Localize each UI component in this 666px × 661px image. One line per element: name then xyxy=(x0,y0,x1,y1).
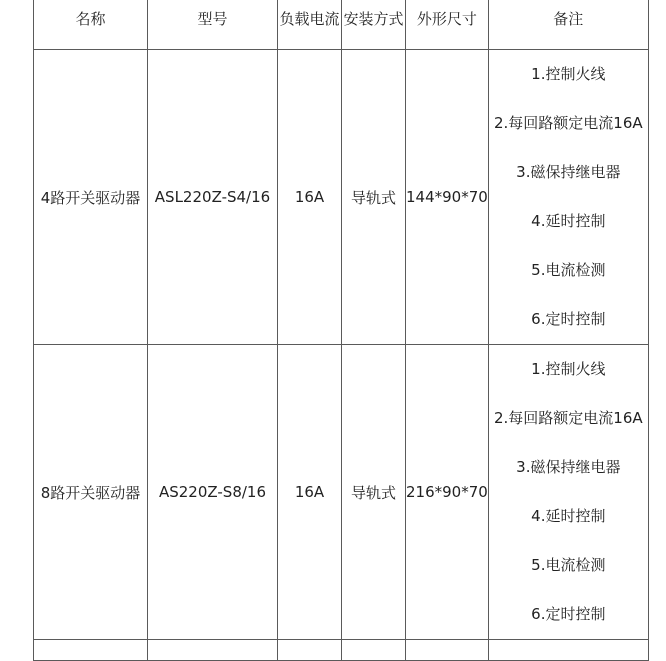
table-row xyxy=(34,50,649,345)
note-item: 5.电流检测 xyxy=(531,260,606,279)
product-spec-table xyxy=(33,0,649,661)
table-row xyxy=(34,345,649,640)
cell-empty xyxy=(148,640,278,661)
cell-notes xyxy=(488,50,648,345)
note-item: 1.控制火线 xyxy=(531,64,606,83)
cell-empty xyxy=(406,640,489,661)
cell-notes xyxy=(488,345,648,640)
cell-name: 4路开关驱动器 xyxy=(34,50,148,345)
note-item: 3.磁保持继电器 xyxy=(516,457,621,476)
header-model: 型号 xyxy=(148,0,278,50)
cell-empty xyxy=(342,640,406,661)
cell-empty xyxy=(34,640,148,661)
note-item: 6.定时控制 xyxy=(531,309,606,328)
notes-list xyxy=(489,60,648,335)
cell-model: AS220Z-S8/16 xyxy=(148,345,278,640)
cell-current: 16A xyxy=(278,50,342,345)
note-item: 4.延时控制 xyxy=(531,211,606,230)
note-item: 6.定时控制 xyxy=(531,604,606,623)
note-item: 4.延时控制 xyxy=(531,506,606,525)
cell-current: 16A xyxy=(278,345,342,640)
header-notes: 备注 xyxy=(488,0,648,50)
cell-mount: 导轨式 xyxy=(342,345,406,640)
note-item: 2.每回路额定电流16A xyxy=(493,113,643,132)
table-header-row xyxy=(34,0,649,50)
header-name: 名称 xyxy=(34,0,148,50)
cell-empty xyxy=(488,640,648,661)
note-item: 1.控制火线 xyxy=(531,359,606,378)
cell-name: 8路开关驱动器 xyxy=(34,345,148,640)
header-size: 外形尺寸 xyxy=(406,0,489,50)
cell-mount: 导轨式 xyxy=(342,50,406,345)
notes-list xyxy=(489,355,648,630)
header-mount: 安装方式 xyxy=(342,0,406,50)
cell-size: 216*90*70 xyxy=(406,345,489,640)
note-item: 2.每回路额定电流16A xyxy=(493,408,643,427)
header-current: 负载电流 xyxy=(278,0,342,50)
table-row-partial xyxy=(34,640,649,661)
cell-model: ASL220Z-S4/16 xyxy=(148,50,278,345)
cell-empty xyxy=(278,640,342,661)
note-item: 5.电流检测 xyxy=(531,555,606,574)
note-item: 3.磁保持继电器 xyxy=(516,162,621,181)
cell-size: 144*90*70 xyxy=(406,50,489,345)
